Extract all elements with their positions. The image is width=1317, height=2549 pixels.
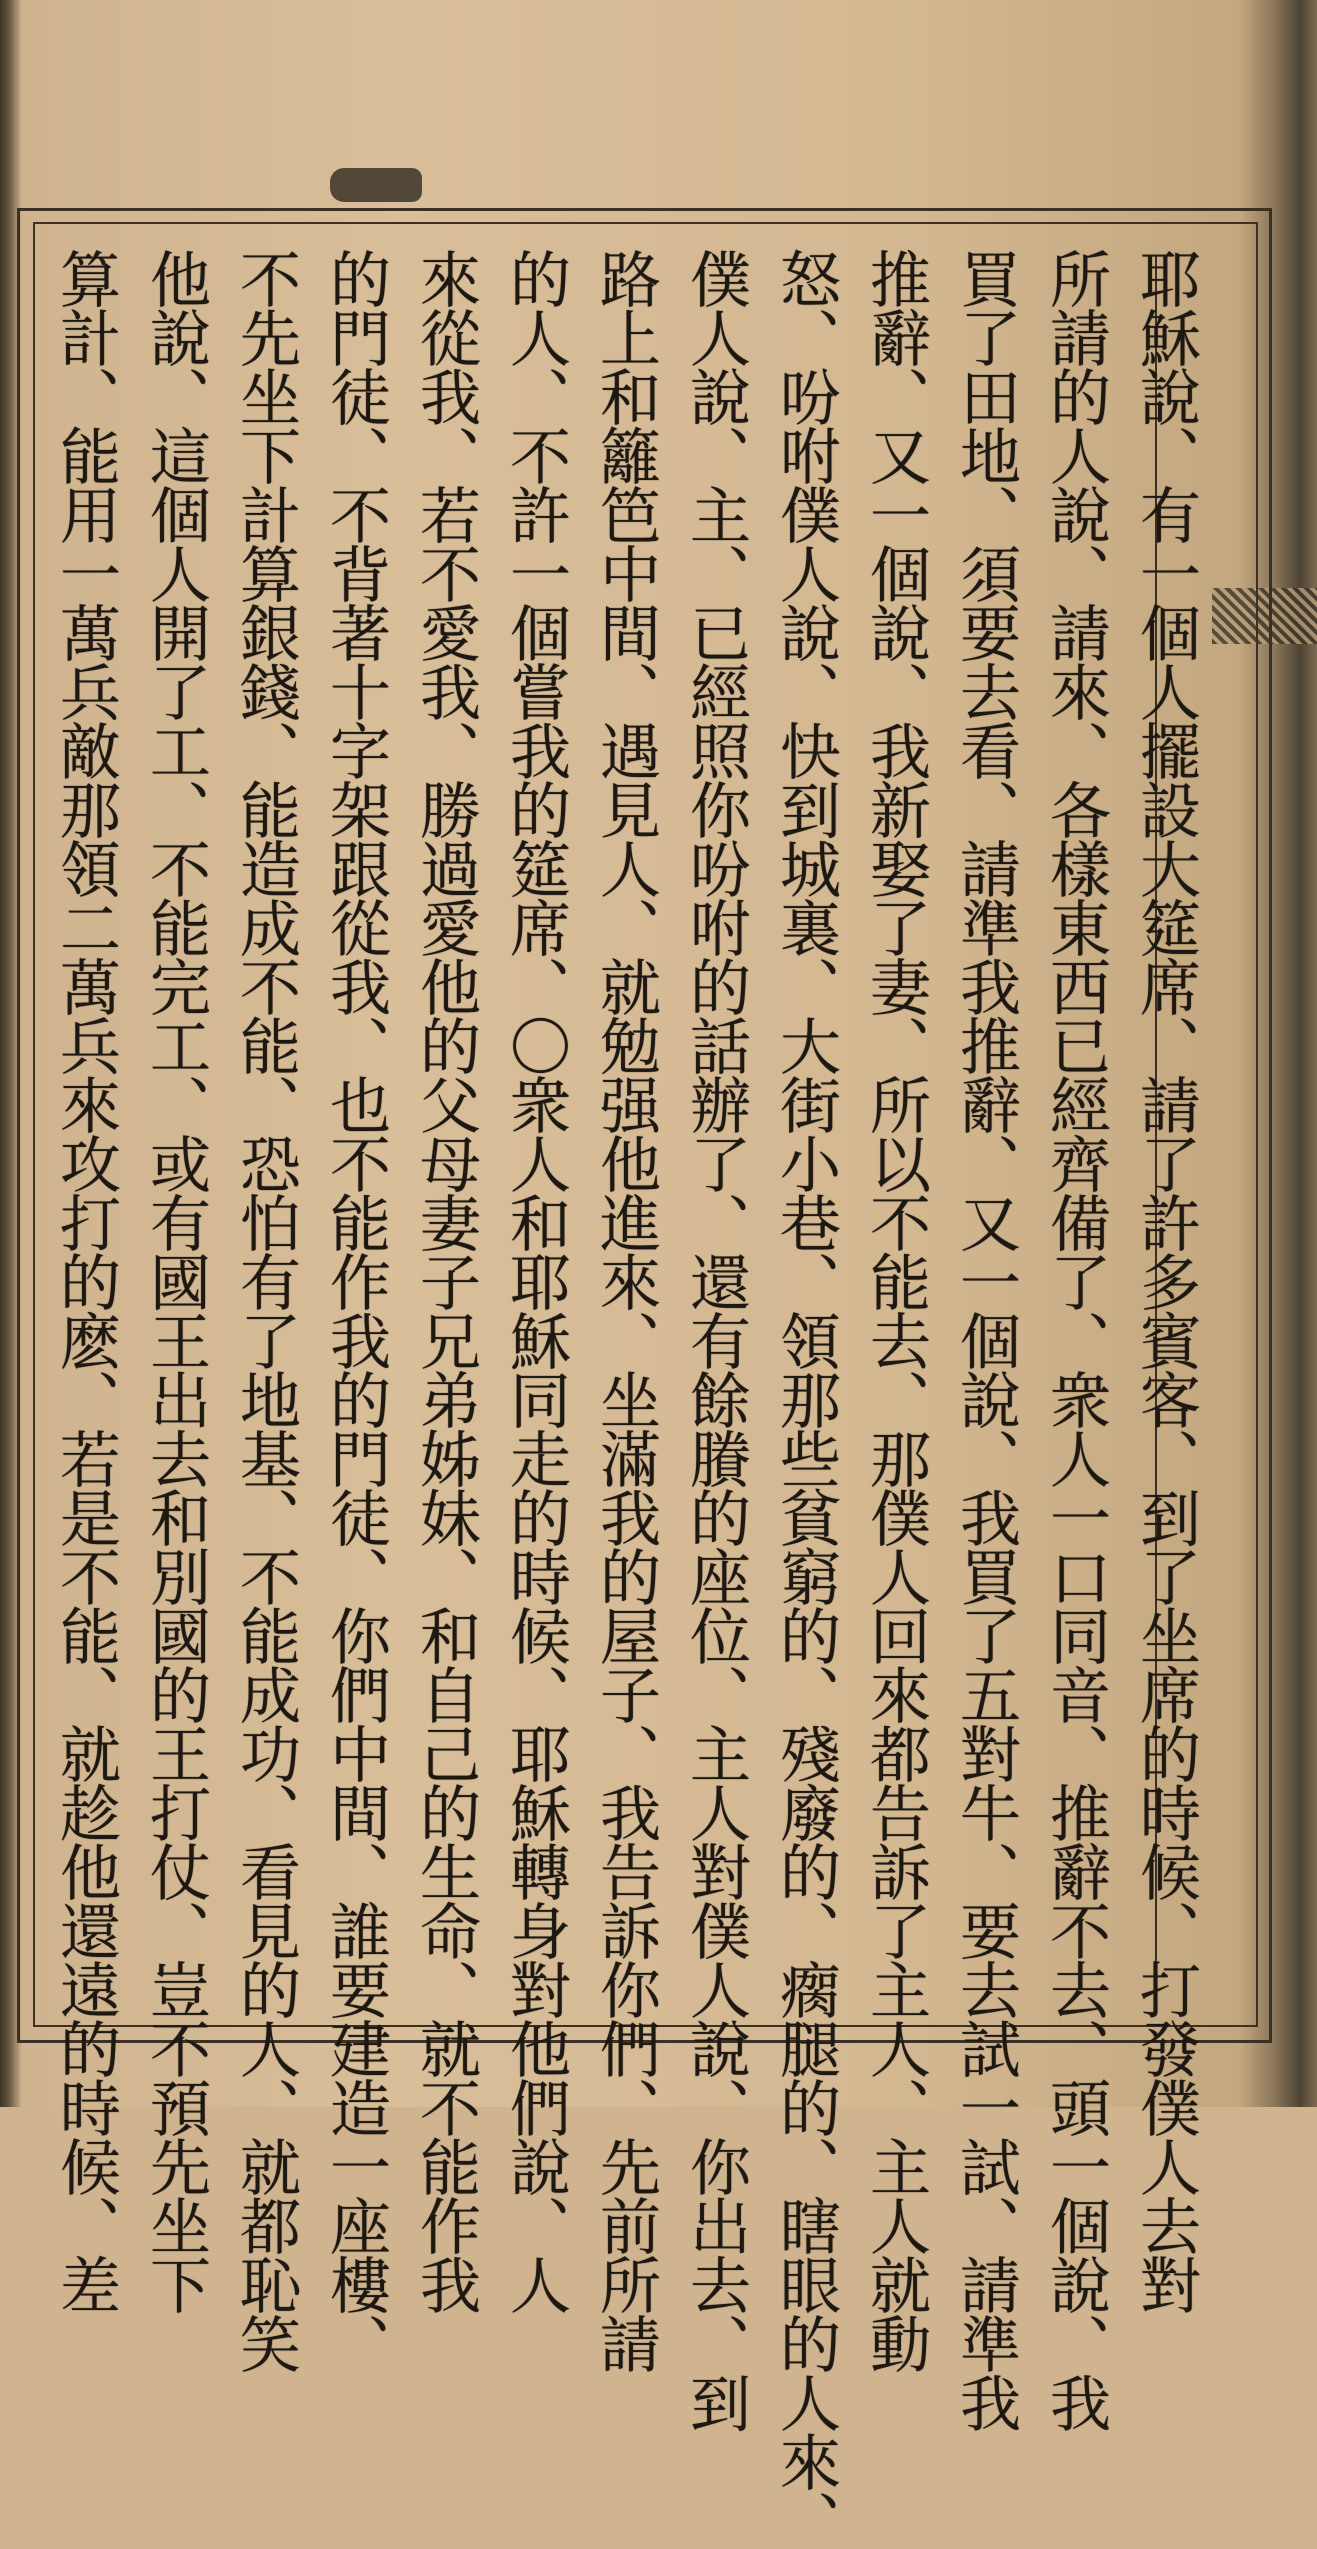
text-column: 推辭、又一個說、我新娶了妻、所以不能去、那僕人回來都告訴了主人、主人就動 [860, 248, 931, 2372]
page-tab-ornament [330, 168, 422, 202]
text-block [44, 248, 1206, 2549]
text-column: 買了田地、須要去看、請準我推辭、又一個說、我買了五對牛、要去試一試、請準我 [950, 248, 1021, 2431]
text-column: 不先坐下計算銀錢、能造成不能、恐怕有了地基、不能成功、看見的人、就都恥笑 [230, 248, 301, 2372]
text-column: 路上和籬笆中間、遇見人、就勉强他進來、坐滿我的屋子、我告訴你們、先前所請 [590, 248, 661, 2372]
text-column: 怒、吩咐僕人說、快到城裏、大街小巷、領那些貧窮的、殘廢的、瘸腿的、瞎眼的人來、 [770, 248, 841, 2549]
text-column: 來從我、若不愛我、勝過愛他的父母妻子兄弟姊妹、和自己的生命、就不能作我 [410, 248, 481, 2313]
text-column: 算計、能用一萬兵敵那領二萬兵來攻打的麽、若是不能、就趁他還遠的時候、差 [50, 248, 121, 2313]
text-column: 耶穌說、有一個人擺設大筵席、請了許多賓客、到了坐席的時候、打發僕人去對 [1130, 248, 1201, 2313]
text-column: 所請的人說、請來、各樣東西已經齊備了、衆人一口同音、推辭不去、頭一個說、我 [1040, 248, 1111, 2431]
text-column: 僕人說、主、已經照你吩咐的話辦了、還有餘賸的座位、主人對僕人說、你出去、到 [680, 248, 751, 2431]
text-column: 的門徒、不背著十字架跟從我、也不能作我的門徒、你們中間、誰要建造一座樓、 [320, 248, 391, 2372]
text-column: 他說、這個人開了工、不能完工、或有國王出去和別國的王打仗、豈不預先坐下 [140, 248, 211, 2313]
text-column: 的人、不許一個嘗我的筵席、〇衆人和耶穌同走的時候、耶穌轉身對他們說、人 [500, 248, 571, 2313]
